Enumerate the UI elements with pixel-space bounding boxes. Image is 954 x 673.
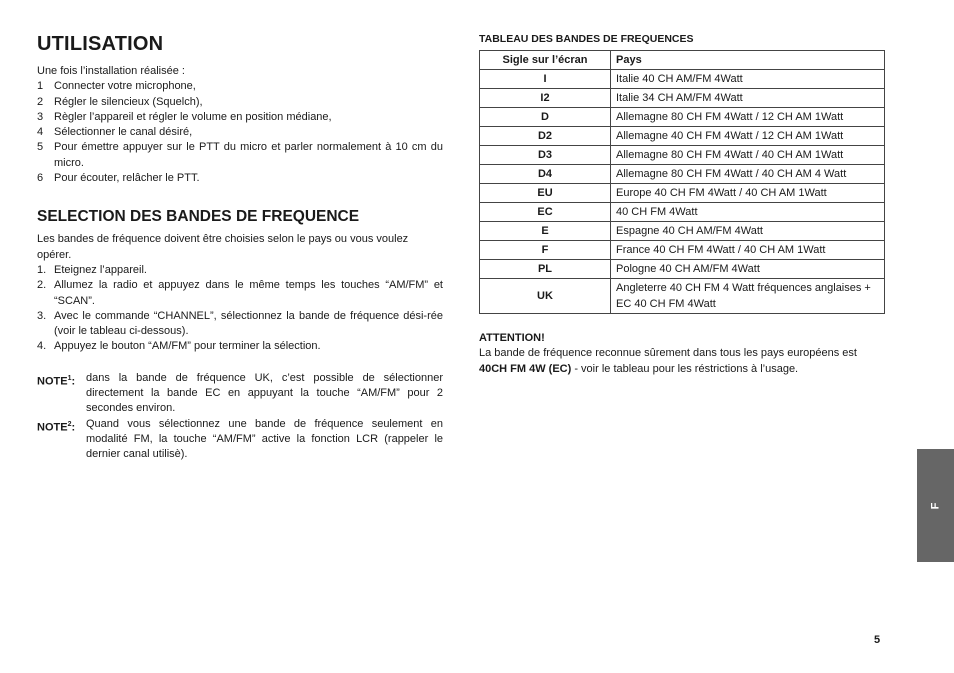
cell-pays: Italie 34 CH AM/FM 4Watt xyxy=(611,89,885,108)
column-header-pays: Pays xyxy=(611,51,885,70)
cell-sigle: I2 xyxy=(480,89,611,108)
note-text: Quand vous sélectionnez une bande de fréquence seulement en modalité FM, la touche “AM/FM” active la fonction LCR (rappeler le dernier canal utilisè). xyxy=(86,417,443,461)
cell-sigle: D4 xyxy=(480,165,611,184)
cell-pays: Angleterre 40 CH FM 4 Watt fréquences anglaises + EC 40 CH FM 4Watt xyxy=(611,279,885,314)
list-item xyxy=(37,125,443,140)
step-number: 6 xyxy=(37,172,44,185)
table-row xyxy=(480,260,885,279)
language-tab-label: F xyxy=(929,502,942,509)
step-text: Eteignez l’appareil. xyxy=(54,263,147,276)
step-text: Allumez la radio et appuyez dans le même temps les touches “AM/FM” et “SCAN”. xyxy=(54,279,443,307)
note-2 xyxy=(37,417,443,463)
cell-sigle: EU xyxy=(480,184,611,203)
step-text: Règler l’appareil et régler le volume en position médiane, xyxy=(54,110,332,123)
table-row xyxy=(480,203,885,222)
cell-sigle: E xyxy=(480,222,611,241)
table-row xyxy=(480,222,885,241)
step-number: 2 xyxy=(37,95,44,108)
note-1 xyxy=(37,371,443,417)
table-row xyxy=(480,89,885,108)
list-item xyxy=(37,263,443,278)
note-text: dans la bande de fréquence UK, c’est possible de sélectionner directement la bande EC en appuyant la touche “AM/FM” pour 2 secondes environ. xyxy=(86,371,443,415)
step-number: 3 xyxy=(37,110,44,123)
step-text: Pour émettre appuyer sur le PTT du micro et parler normalement à 10 cm du micro. xyxy=(54,141,443,169)
selection-intro: Les bandes de fréquence doivent être choisies selon le pays ou vous voulez opérer. xyxy=(37,233,409,261)
selection-title: SELECTION DES BANDES DE FREQUENCE xyxy=(37,208,360,226)
note-superscript: 1 xyxy=(67,374,72,382)
table-row xyxy=(480,165,885,184)
list-item xyxy=(37,309,443,340)
step-number: 5 xyxy=(37,141,44,154)
language-tab xyxy=(917,449,954,562)
step-number: 4. xyxy=(37,340,47,353)
table-title: TABLEAU DES BANDES DE FREQUENCES xyxy=(479,33,694,45)
cell-pays: Pologne 40 CH AM/FM 4Watt xyxy=(611,260,885,279)
table-header-row xyxy=(480,51,885,70)
cell-pays: France 40 CH FM 4Watt / 40 CH AM 1Watt xyxy=(611,241,885,260)
table-row xyxy=(480,70,885,89)
page-number: 5 xyxy=(874,634,881,646)
list-item xyxy=(37,171,443,186)
step-text: Pour écouter, relâcher le PTT. xyxy=(54,172,200,185)
step-number: 1. xyxy=(37,263,47,276)
table-row xyxy=(480,146,885,165)
cell-pays: Allemagne 80 CH FM 4Watt / 12 CH AM 1Watt xyxy=(611,108,885,127)
note-colon: : xyxy=(71,421,76,434)
cell-pays: Allemagne 80 CH FM 4Watt / 40 CH AM 1Watt xyxy=(611,146,885,165)
utilisation-steps xyxy=(37,79,443,186)
frequency-table xyxy=(479,50,885,314)
step-number: 1 xyxy=(37,80,44,93)
attention-title: ATTENTION! xyxy=(479,332,545,344)
utilisation-intro: Une fois l’installation réalisée : xyxy=(37,65,185,77)
cell-pays: Allemagne 40 CH FM 4Watt / 12 CH AM 1Watt xyxy=(611,127,885,146)
step-number: 2. xyxy=(37,279,47,292)
table-row xyxy=(480,127,885,146)
list-item xyxy=(37,339,443,354)
list-item xyxy=(37,95,443,110)
cell-sigle: D3 xyxy=(480,146,611,165)
left-column xyxy=(37,33,443,463)
cell-sigle: I xyxy=(480,70,611,89)
step-text: Sélectionner le canal désiré, xyxy=(54,126,193,139)
cell-pays: Allemagne 80 CH FM 4Watt / 40 CH AM 4 Watt xyxy=(611,165,885,184)
cell-pays: Europe 40 CH FM 4Watt / 40 CH AM 1Watt xyxy=(611,184,885,203)
cell-pays: Italie 40 CH AM/FM 4Watt xyxy=(611,70,885,89)
note-label-text: NOTE xyxy=(37,375,68,388)
table-row xyxy=(480,108,885,127)
attention-text xyxy=(479,346,885,377)
attention-block xyxy=(479,331,885,377)
cell-sigle: D2 xyxy=(480,127,611,146)
note-colon: : xyxy=(71,375,76,388)
list-item xyxy=(37,278,443,309)
cell-sigle: F xyxy=(480,241,611,260)
cell-pays: 40 CH FM 4Watt xyxy=(611,203,885,222)
selection-steps xyxy=(37,263,443,355)
note-label xyxy=(37,417,86,463)
step-text: Régler le silencieux (Squelch), xyxy=(54,95,203,108)
right-column xyxy=(479,33,885,377)
utilisation-title: UTILISATION xyxy=(37,33,164,55)
notes xyxy=(37,371,443,463)
cell-pays: Espagne 40 CH AM/FM 4Watt xyxy=(611,222,885,241)
cell-sigle: PL xyxy=(480,260,611,279)
step-text: Avec le commande “CHANNEL”, sélectionnez la bande de fréquence dési-rée (voir le tableau ci-dessous). xyxy=(54,309,443,338)
table-row xyxy=(480,241,885,260)
table-row xyxy=(480,184,885,203)
note-superscript: 2 xyxy=(67,420,72,428)
list-item xyxy=(37,140,443,171)
step-number: 4 xyxy=(37,126,44,139)
list-item xyxy=(37,110,443,125)
note-label-text: NOTE xyxy=(37,421,68,434)
cell-sigle: EC xyxy=(480,203,611,222)
cell-sigle: D xyxy=(480,108,611,127)
step-text: Appuyez le bouton “AM/FM” pour terminer la sélection. xyxy=(54,340,321,353)
list-item xyxy=(37,79,443,94)
note-label xyxy=(37,371,86,417)
step-number: 3. xyxy=(37,309,47,322)
attention-text-after: - voir le tableau pour les réstrictions à l’usage. xyxy=(571,362,799,375)
cell-sigle: UK xyxy=(480,279,611,314)
table-row xyxy=(480,279,885,314)
step-text: Connecter votre microphone, xyxy=(54,80,196,93)
column-header-sigle: Sigle sur l’écran xyxy=(480,51,611,70)
attention-band: 40CH FM 4W (EC) xyxy=(479,362,572,375)
attention-text-before: La bande de fréquence reconnue sûrement dans tous les pays européens est xyxy=(479,347,857,360)
